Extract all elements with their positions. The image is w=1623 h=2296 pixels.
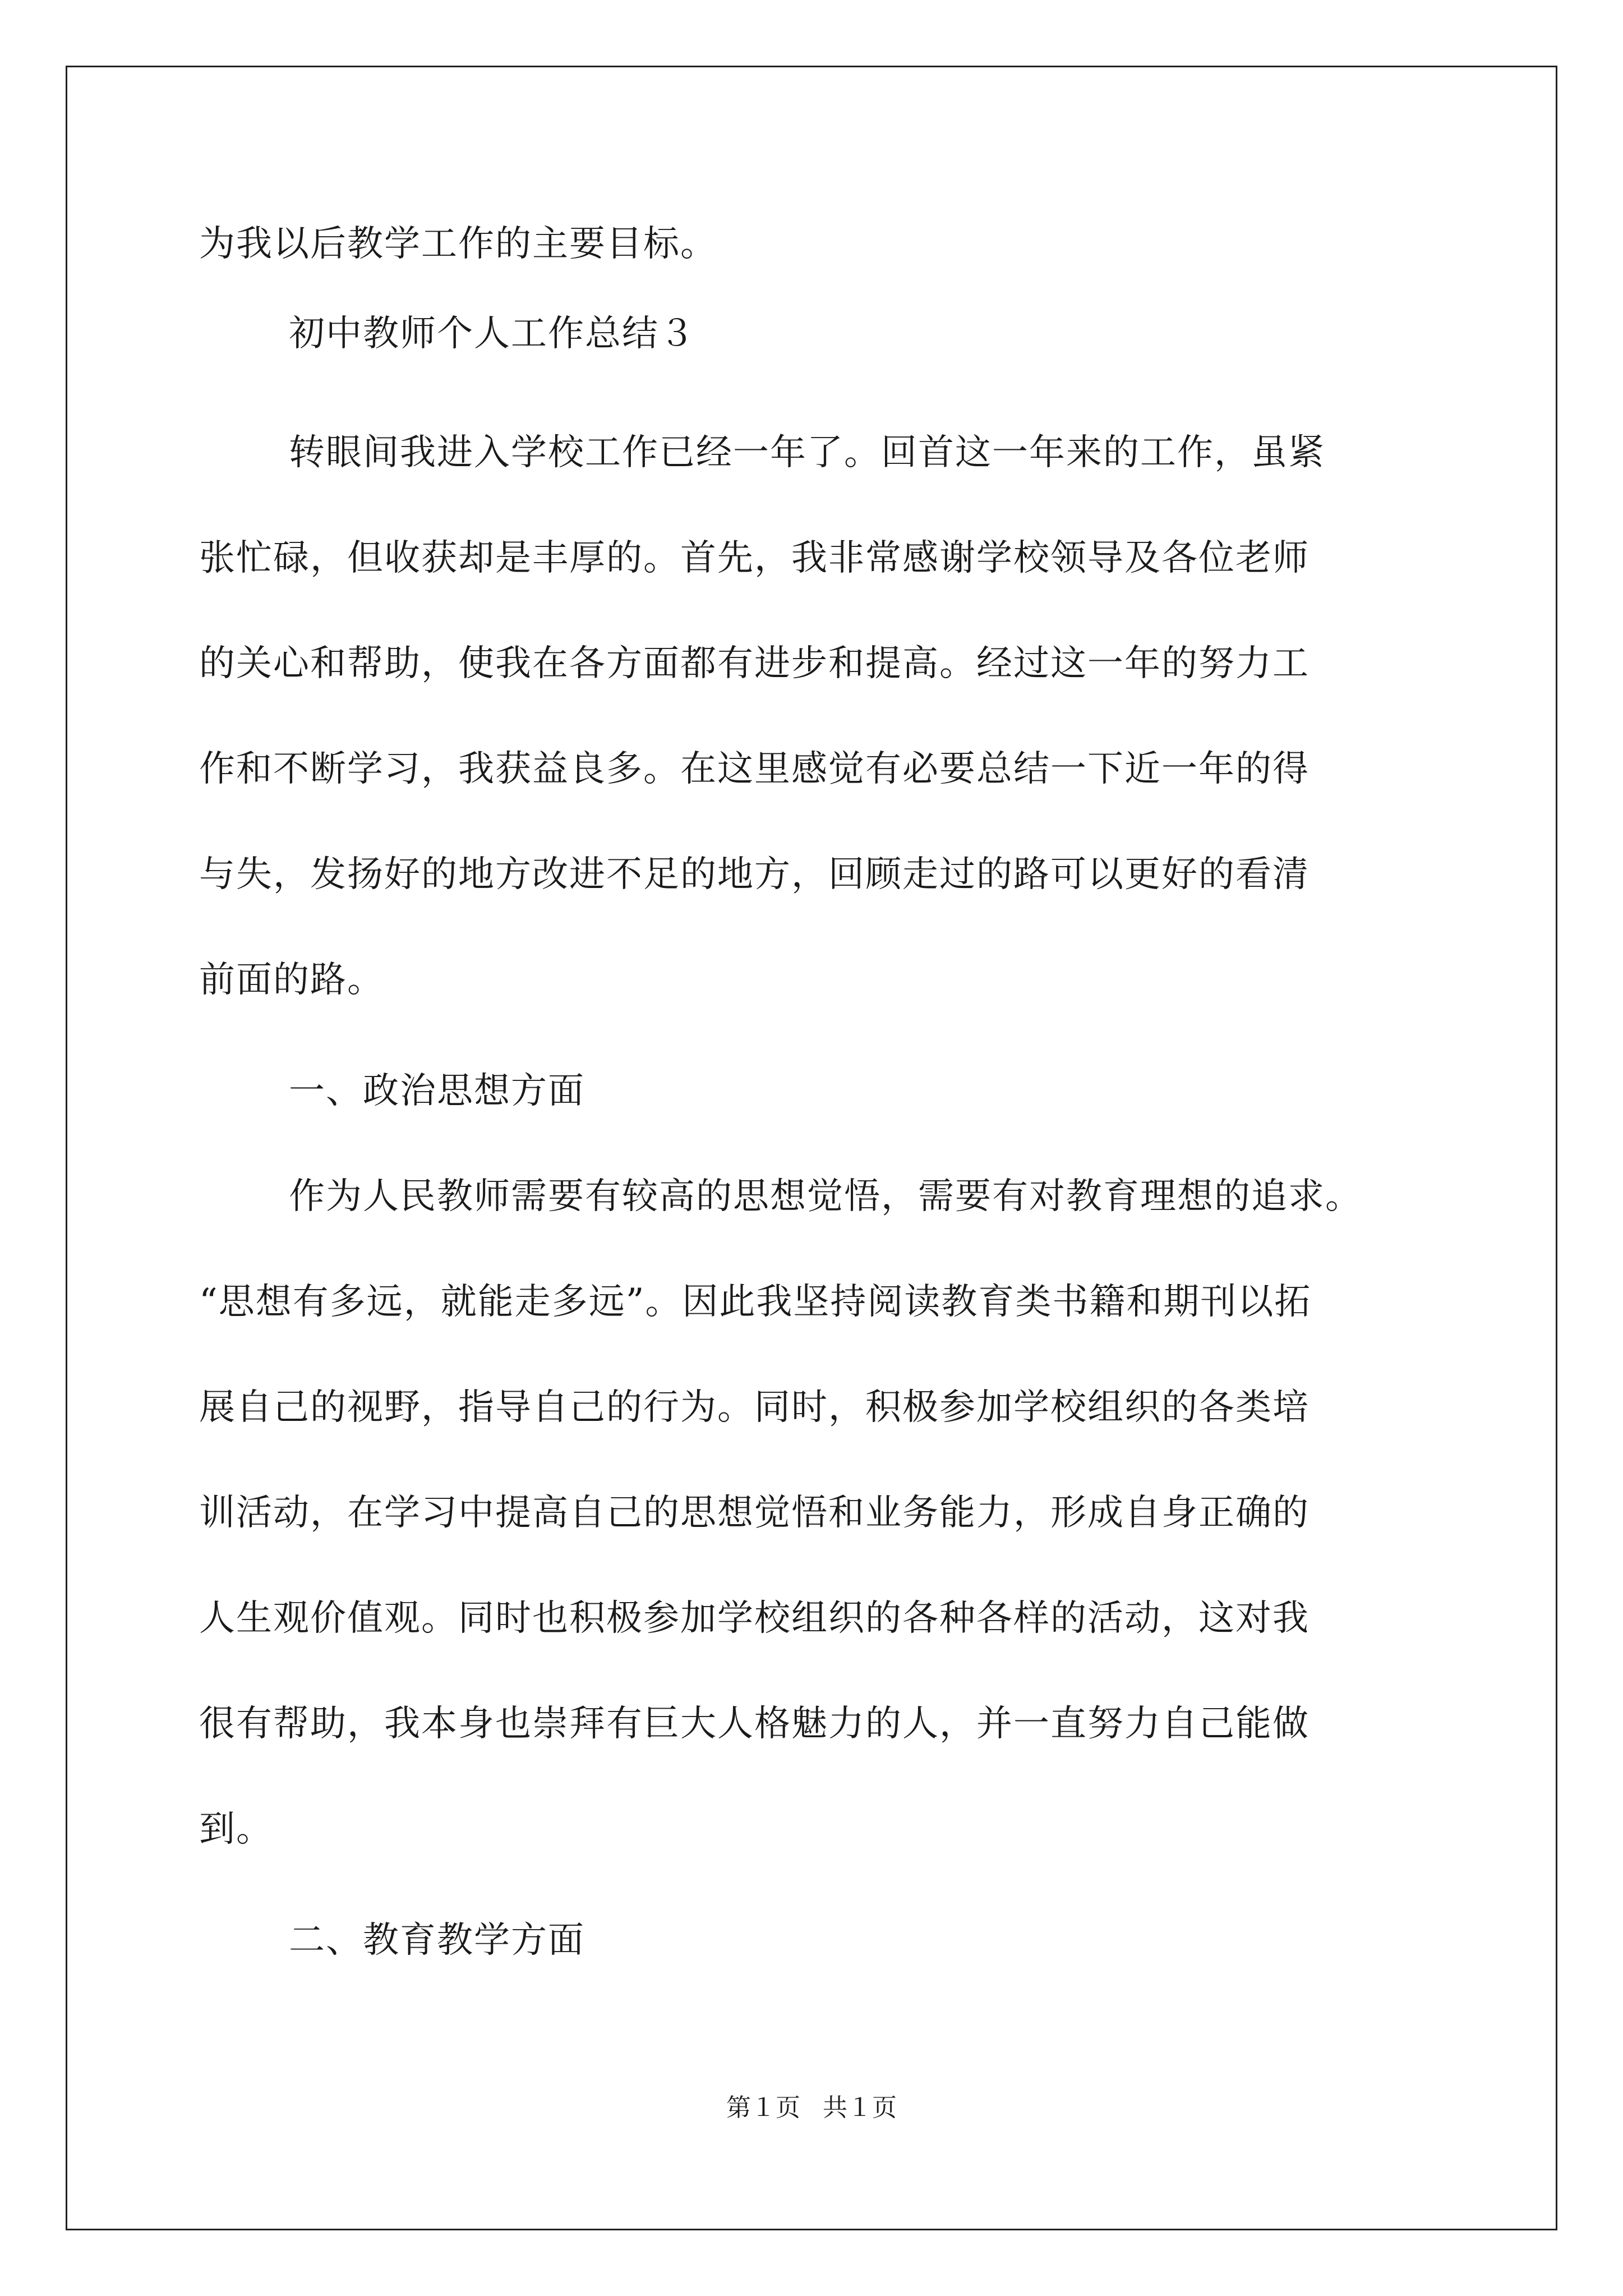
text-line: 为我以后教学工作的主要目标。 [199, 223, 717, 265]
page-footer [0, 2092, 1623, 2124]
text-line: 作为人民教师需要有较高的思想觉悟，需要有对教育理想的追求。 [289, 1176, 1362, 1217]
text-line: 转眼间我进入学校工作已经一年了。回首这一年来的工作，虽紧 [289, 432, 1325, 473]
text-line: 到。 [199, 1809, 273, 1850]
text-line: 人生观价值观。同时也积极参加学校组织的各种各样的活动，这对我 [199, 1598, 1310, 1639]
page-border [66, 66, 1557, 2230]
text-line: 训活动，在学习中提高自己的思想觉悟和业务能力，形成自身正确的 [199, 1492, 1310, 1534]
section-heading: 二、教育教学方面 [289, 1920, 585, 1961]
text-line: 与失，发扬好的地方改进不足的地方，回顾走过的路可以更好的看清 [199, 854, 1310, 895]
text-line: 很有帮助，我本身也崇拜有巨大人格魅力的人，并一直努力自己能做 [199, 1703, 1310, 1745]
text-line: 展自己的视野，指导自己的行为。同时，积极参加学校组织的各类培 [199, 1387, 1310, 1428]
text-line: 的关心和帮助，使我在各方面都有进步和提高。经过这一年的努力工 [199, 643, 1310, 684]
text-line: 前面的路。 [199, 959, 384, 1001]
page-total: 共１页 [823, 2093, 897, 2122]
section-title: 初中教师个人工作总结３ [289, 313, 696, 355]
text-line: “思想有多远，就能走多远”。因此我坚持阅读教育类书籍和期刊以拓 [199, 1281, 1312, 1323]
text-line: 作和不断学习，我获益良多。在这里感觉有必要总结一下近一年的得 [199, 748, 1310, 790]
text-line: 张忙碌，但收获却是丰厚的。首先，我非常感谢学校领导及各位老师 [199, 537, 1310, 579]
page-number: 第１页 [726, 2093, 800, 2122]
section-heading: 一、政治思想方面 [289, 1070, 585, 1112]
